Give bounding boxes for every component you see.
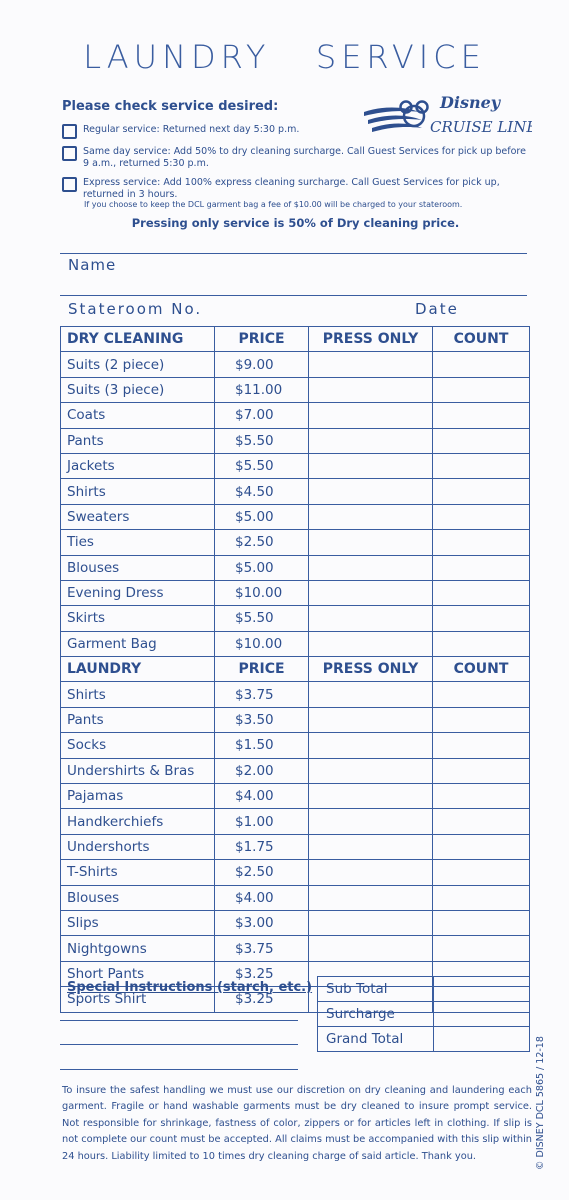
service-option-express[interactable] bbox=[62, 177, 528, 201]
item-price: $3.75 bbox=[215, 682, 309, 707]
item-name: Nightgowns bbox=[61, 936, 215, 961]
item-name: Shirts bbox=[61, 479, 215, 504]
item-name: Blouses bbox=[61, 885, 215, 910]
table-row bbox=[61, 860, 530, 885]
sub-total-field[interactable] bbox=[434, 977, 530, 1002]
item-price: $3.25 bbox=[215, 987, 309, 1012]
item-name: Sweaters bbox=[61, 504, 215, 529]
item-price: $5.00 bbox=[215, 555, 309, 580]
option-label: Express service: Add 100% express cleaning surcharge. Call Guest Services for pick up, returned in 3 hours. bbox=[83, 177, 500, 200]
count-field[interactable] bbox=[433, 733, 530, 758]
table-row bbox=[61, 885, 530, 910]
press-only-field[interactable] bbox=[309, 885, 433, 910]
laundry-header-row bbox=[61, 657, 530, 682]
item-price: $4.00 bbox=[215, 784, 309, 809]
press-only-field[interactable] bbox=[309, 377, 433, 402]
name-field[interactable] bbox=[60, 295, 527, 296]
item-price: $1.75 bbox=[215, 834, 309, 859]
logo-brand: Disney bbox=[440, 93, 501, 112]
table-row bbox=[61, 809, 530, 834]
table-row bbox=[61, 453, 530, 478]
table-row bbox=[61, 606, 530, 631]
checkbox-icon[interactable] bbox=[62, 124, 77, 139]
press-only-field[interactable] bbox=[309, 631, 433, 656]
top-divider bbox=[60, 253, 527, 254]
count-field[interactable] bbox=[433, 631, 530, 656]
item-price: $1.00 bbox=[215, 809, 309, 834]
surcharge-field[interactable] bbox=[434, 1002, 530, 1027]
sub-total-row bbox=[318, 977, 530, 1002]
column-header: PRICE bbox=[215, 327, 309, 352]
item-price: $1.50 bbox=[215, 733, 309, 758]
count-field[interactable] bbox=[433, 606, 530, 631]
count-field[interactable] bbox=[433, 936, 530, 961]
item-price: $4.50 bbox=[215, 479, 309, 504]
grand-total-label: Grand Total bbox=[318, 1027, 434, 1052]
count-field[interactable] bbox=[433, 453, 530, 478]
item-price: $9.00 bbox=[215, 352, 309, 377]
page-title: LAUNDRY SERVICE bbox=[83, 38, 486, 76]
press-only-field[interactable] bbox=[309, 555, 433, 580]
item-name: Slips bbox=[61, 910, 215, 935]
special-instructions-field[interactable] bbox=[60, 1020, 298, 1021]
count-field[interactable] bbox=[433, 784, 530, 809]
checkbox-icon[interactable] bbox=[62, 177, 77, 192]
form-code: © DISNEY DCL 5865 / 12-18 bbox=[535, 1036, 546, 1170]
item-name: Pajamas bbox=[61, 784, 215, 809]
item-name: Undershorts bbox=[61, 834, 215, 859]
table-row bbox=[61, 479, 530, 504]
count-field[interactable] bbox=[433, 555, 530, 580]
table-row bbox=[61, 352, 530, 377]
column-header: COUNT bbox=[433, 327, 530, 352]
table-row bbox=[61, 530, 530, 555]
table-row bbox=[61, 580, 530, 605]
press-only-field[interactable] bbox=[309, 758, 433, 783]
item-price: $3.25 bbox=[215, 961, 309, 986]
item-name: Blouses bbox=[61, 555, 215, 580]
checkbox-icon[interactable] bbox=[62, 146, 77, 161]
column-header: PRESS ONLY bbox=[309, 657, 433, 682]
press-only-field[interactable] bbox=[309, 809, 433, 834]
item-name: Sports Shirt bbox=[61, 987, 215, 1012]
count-field[interactable] bbox=[433, 707, 530, 732]
item-name: Jackets bbox=[61, 453, 215, 478]
service-option-regular[interactable] bbox=[62, 124, 528, 139]
item-price: $5.50 bbox=[215, 606, 309, 631]
column-header: PRICE bbox=[215, 657, 309, 682]
option-label: Regular service: Returned next day 5:30 p.m. bbox=[83, 124, 300, 135]
disclaimer-text: To insure the safest handling we must use our discretion on dry cleaning and laundering each garment. Fragile or hand washable garments must be dry cleaned to insure prompt service. Not responsible for shrinkage, fastness of color, zippers or for articles left in clothing. If slip is not complete our count must be accepted. All claims must be accompanied with this slip within 24 hours. Liability limited to 10 times dry cleaning charge of said article. Thank you. bbox=[62, 1085, 532, 1162]
option-label: Same day service: Add 50% to dry cleaning surcharge. Call Guest Services for pick up before 9 a.m., returned 5:30 p.m. bbox=[83, 146, 526, 169]
table-row bbox=[61, 428, 530, 453]
table-row bbox=[61, 707, 530, 732]
table-row bbox=[61, 631, 530, 656]
press-only-field[interactable] bbox=[309, 910, 433, 935]
count-field[interactable] bbox=[433, 580, 530, 605]
grand-total-row bbox=[318, 1027, 530, 1052]
press-only-field[interactable] bbox=[309, 682, 433, 707]
table-row bbox=[61, 377, 530, 402]
item-price: $10.00 bbox=[215, 631, 309, 656]
press-only-field[interactable] bbox=[309, 606, 433, 631]
count-field[interactable] bbox=[433, 860, 530, 885]
table-row bbox=[61, 682, 530, 707]
item-price: $4.00 bbox=[215, 885, 309, 910]
count-field[interactable] bbox=[433, 428, 530, 453]
item-name: Short Pants bbox=[61, 961, 215, 986]
table-row bbox=[61, 555, 530, 580]
item-price: $7.00 bbox=[215, 403, 309, 428]
date-label: Date bbox=[415, 300, 459, 318]
count-field[interactable] bbox=[433, 910, 530, 935]
press-only-field[interactable] bbox=[309, 707, 433, 732]
totals-table bbox=[317, 976, 530, 1052]
dry_cleaning-header-row bbox=[61, 327, 530, 352]
press-only-field[interactable] bbox=[309, 936, 433, 961]
item-price: $2.50 bbox=[215, 860, 309, 885]
surcharge-label: Surcharge bbox=[318, 1002, 434, 1027]
item-name: Undershirts & Bras bbox=[61, 758, 215, 783]
column-header: COUNT bbox=[433, 657, 530, 682]
count-field[interactable] bbox=[433, 479, 530, 504]
item-name: Suits (2 piece) bbox=[61, 352, 215, 377]
service-option-same-day[interactable] bbox=[62, 146, 528, 170]
press-only-field[interactable] bbox=[309, 352, 433, 377]
count-field[interactable] bbox=[433, 834, 530, 859]
item-name: Ties bbox=[61, 530, 215, 555]
count-field[interactable] bbox=[433, 377, 530, 402]
press-only-field[interactable] bbox=[309, 530, 433, 555]
count-field[interactable] bbox=[433, 504, 530, 529]
count-field[interactable] bbox=[433, 403, 530, 428]
press-only-field[interactable] bbox=[309, 733, 433, 758]
item-name: Socks bbox=[61, 733, 215, 758]
table-row bbox=[61, 784, 530, 809]
press-only-field[interactable] bbox=[309, 834, 433, 859]
table-row bbox=[61, 910, 530, 935]
garment-bag-note: If you choose to keep the DCL garment bag a fee of $10.00 will be charged to your stateroom. bbox=[84, 200, 463, 209]
item-name: Pants bbox=[61, 707, 215, 732]
count-field[interactable] bbox=[433, 682, 530, 707]
item-price: $5.50 bbox=[215, 428, 309, 453]
count-field[interactable] bbox=[433, 809, 530, 834]
special-instructions-label: Special Instructions (starch, etc.) bbox=[67, 980, 313, 995]
press-only-field[interactable] bbox=[309, 504, 433, 529]
special-instructions-field[interactable] bbox=[60, 1069, 298, 1070]
item-name: T-Shirts bbox=[61, 860, 215, 885]
item-name: Garment Bag bbox=[61, 631, 215, 656]
item-price: $5.00 bbox=[215, 504, 309, 529]
item-name: Evening Dress bbox=[61, 580, 215, 605]
press-only-field[interactable] bbox=[309, 403, 433, 428]
surcharge-row bbox=[318, 1002, 530, 1027]
press-only-field[interactable] bbox=[309, 428, 433, 453]
item-name: Shirts bbox=[61, 682, 215, 707]
item-name: Pants bbox=[61, 428, 215, 453]
item-price: $2.00 bbox=[215, 758, 309, 783]
press-only-field[interactable] bbox=[309, 479, 433, 504]
item-price: $3.00 bbox=[215, 910, 309, 935]
name-label: Name bbox=[68, 256, 117, 274]
table-row bbox=[61, 504, 530, 529]
item-name: Skirts bbox=[61, 606, 215, 631]
item-price: $3.75 bbox=[215, 936, 309, 961]
column-header: PRESS ONLY bbox=[309, 327, 433, 352]
item-name: Suits (3 piece) bbox=[61, 377, 215, 402]
items-table bbox=[60, 326, 530, 1013]
count-field[interactable] bbox=[433, 352, 530, 377]
count-field[interactable] bbox=[433, 530, 530, 555]
column-header: LAUNDRY bbox=[61, 657, 215, 682]
logo-line: CRUISE LINE. bbox=[430, 118, 532, 136]
table-row bbox=[61, 758, 530, 783]
item-name: Handkerchiefs bbox=[61, 809, 215, 834]
table-row bbox=[61, 403, 530, 428]
service-heading: Please check service desired: bbox=[62, 99, 279, 114]
table-row bbox=[61, 733, 530, 758]
count-field[interactable] bbox=[433, 885, 530, 910]
press-only-field[interactable] bbox=[309, 860, 433, 885]
stateroom-label: Stateroom No. bbox=[68, 300, 203, 318]
sub-total-label: Sub Total bbox=[318, 977, 434, 1002]
item-price: $2.50 bbox=[215, 530, 309, 555]
table-row bbox=[61, 834, 530, 859]
special-instructions-field[interactable] bbox=[60, 1044, 298, 1045]
press-only-field[interactable] bbox=[309, 580, 433, 605]
count-field[interactable] bbox=[433, 758, 530, 783]
press-only-field[interactable] bbox=[309, 784, 433, 809]
grand-total-field[interactable] bbox=[434, 1027, 530, 1052]
item-price: $10.00 bbox=[215, 580, 309, 605]
column-header: DRY CLEANING bbox=[61, 327, 215, 352]
item-price: $5.50 bbox=[215, 453, 309, 478]
item-price: $3.50 bbox=[215, 707, 309, 732]
press-only-field[interactable] bbox=[309, 453, 433, 478]
item-price: $11.00 bbox=[215, 377, 309, 402]
item-name: Coats bbox=[61, 403, 215, 428]
pressing-note: Pressing only service is 50% of Dry cleaning price. bbox=[131, 216, 460, 230]
table-row bbox=[61, 936, 530, 961]
